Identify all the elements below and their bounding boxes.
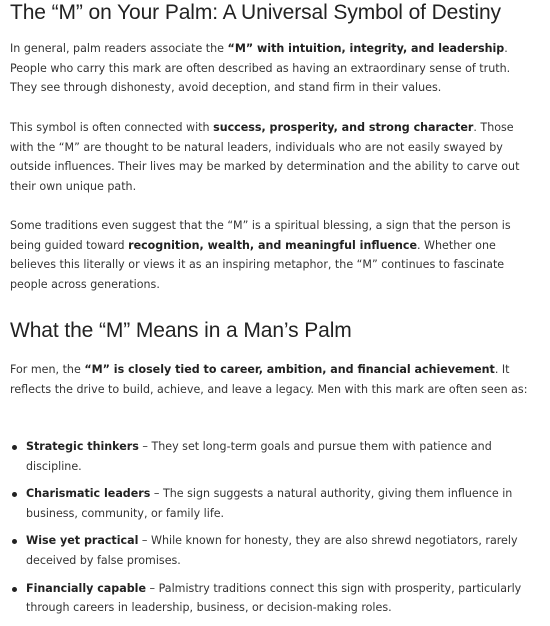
- list-item: [10, 531, 538, 570]
- list-item-text: – Palmistry traditions connect this sign with prosperity, particularly through careers in leadership, business, or decision-making roles.: [26, 581, 522, 615]
- paragraph-emphasis: recognition, wealth, and meaningful influence: [128, 238, 417, 252]
- list-item-text: – While known for honesty, they are also shrewd negotiators, rarely deceived by false promises.: [26, 534, 518, 567]
- list-item: [10, 484, 538, 523]
- bullet-icon: [12, 587, 17, 592]
- paragraph-text: This symbol is often connected with: [10, 121, 214, 134]
- paragraph-success: [10, 118, 538, 196]
- list-item-term: Strategic thinkers: [26, 440, 139, 453]
- list-item-term: Charismatic leaders: [26, 487, 151, 501]
- paragraph-text: . Whether one believes this literally or views it as an inspiring metaphor, the “M” continues to fascinate people across generations.: [10, 238, 505, 291]
- list-item: [10, 437, 538, 476]
- paragraph-text: . It reflects the drive to build, achieve, and leave a legacy. Men with this mark are often seen as:: [10, 363, 528, 396]
- paragraph-emphasis: “M” with intuition, integrity, and leadership: [227, 42, 505, 55]
- paragraph-text: In general, palm readers associate the: [10, 42, 228, 55]
- paragraph-emphasis: “M” is closely tied to career, ambition, and financial achievement: [84, 363, 495, 376]
- paragraph-text: . People who carry this mark are often described as having an extraordinary sense of truth. They see through dishonesty, avoid deception, and stand firm in their values.: [10, 42, 511, 95]
- paragraph-text: Some traditions even suggest that the “M” is a spiritual blessing, a sign that the person is being guided toward: [10, 219, 511, 252]
- bullet-icon: [12, 492, 17, 497]
- paragraph-text: For men, the: [10, 363, 85, 376]
- list-item: [10, 579, 538, 618]
- paragraph-text: . Those with the “M” are thought to be natural leaders, individuals who are not easily swayed by outside influences. Their lives may be marked by determination and the ability to carve out their own unique path.: [10, 121, 520, 193]
- paragraph-emphasis: success, prosperity, and strong character: [213, 121, 474, 134]
- paragraph-intuition: [10, 39, 538, 98]
- list-item-text: – They set long-term goals and pursue them with patience and discipline.: [26, 440, 492, 473]
- list-item-term: Financially capable: [26, 581, 146, 595]
- traits-list: [10, 437, 538, 626]
- list-item-text: – The sign suggests a natural authority, giving them influence in business, community, or family life.: [26, 487, 513, 520]
- bullet-icon: [12, 445, 17, 450]
- section-heading-mans-palm: What the “M” Means in a Man’s Palm: [10, 319, 352, 342]
- section-heading-m-symbol: The “M” on Your Palm: A Universal Symbol of Destiny: [10, 1, 501, 24]
- list-item-term: Wise yet practical: [26, 534, 139, 548]
- paragraph-spiritual-blessing: [10, 216, 538, 294]
- paragraph-men-intro: [10, 360, 538, 399]
- bullet-icon: [12, 539, 17, 544]
